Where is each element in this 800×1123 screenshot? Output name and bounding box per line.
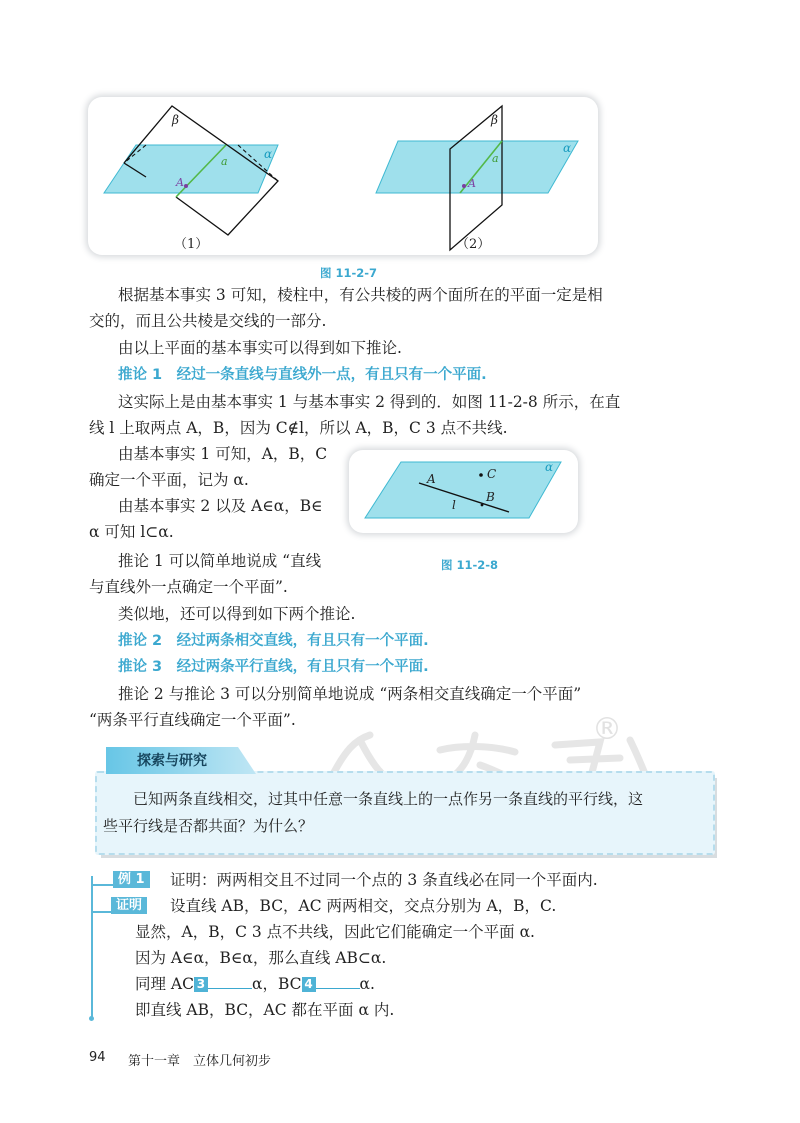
paragraph-3-line-1: 这实际上是由基本事实 1 与基本事实 2 得到的．如图 11-2-8 所示，在直 — [118, 393, 621, 411]
proof-top-rule — [91, 911, 111, 913]
paragraph-8-line-1: 推论 2 与推论 3 可以分别简单地说成 “两条相交直线确定一个平面” — [118, 685, 582, 703]
label-a-2: a — [492, 152, 499, 165]
paragraph-6-line-1: 推论 1 可以简单地说成 “直线 — [118, 552, 322, 570]
paragraph-5-line-1: 由基本事实 2 以及 A∈α，B∈ — [118, 497, 323, 515]
figure-11-2-7-diagram — [88, 97, 598, 255]
plane-alpha — [365, 462, 561, 518]
label-alpha: α — [545, 460, 554, 474]
paragraph-7: 类似地，还可以得到如下两个推论. — [118, 605, 356, 623]
paragraph-5-line-2: α 可知 l⊂α. — [89, 523, 174, 541]
blank-4-number: 4 — [302, 977, 316, 992]
proof-tag: 证明 — [111, 897, 147, 914]
point-C — [479, 473, 483, 477]
paragraph-6-line-2: 与直线外一点确定一个平面”. — [89, 578, 288, 596]
label-beta-1: β — [172, 113, 179, 127]
figure-11-2-7-panel — [88, 97, 598, 255]
page-number: 94 — [89, 1050, 106, 1065]
figure-11-2-7-caption: 图 11-2-7 — [320, 266, 378, 280]
plane-alpha-2 — [376, 141, 578, 193]
subfigure-label-1: （1） — [174, 237, 209, 252]
paragraph-1-line-2: 交的，而且公共棱是交线的一部分. — [89, 312, 327, 330]
label-A-1: A — [176, 176, 184, 189]
plane-alpha-1 — [104, 145, 278, 193]
explore-title: 探索与研究 — [137, 753, 207, 769]
proof-line-2: 显然，A，B，C 3 点不共线，因此它们能确定一个平面 α. — [135, 923, 535, 941]
point-A-2 — [462, 184, 466, 188]
explore-text-line-1: 已知两条直线相交，过其中任意一条直线上的一点作另一条直线的平行线，这 — [133, 790, 644, 808]
figure-11-2-8-panel — [349, 450, 578, 533]
example-1-tag: 例 1 — [113, 871, 150, 888]
proof-line-4-part-c: α. — [359, 975, 375, 993]
example-1-statement: 证明：两两相交且不过同一个点的 3 条直线必在同一个平面内. — [170, 871, 598, 889]
point-B — [481, 504, 484, 507]
corollary-2: 推论 2 经过两条相交直线，有且只有一个平面. — [118, 633, 429, 649]
proof-line-5: 即直线 AB，BC，AC 都在平面 α 内. — [135, 1001, 395, 1019]
point-A-1 — [184, 184, 188, 188]
label-A-2: A — [468, 177, 476, 190]
label-alpha-2: α — [563, 141, 572, 155]
proof-line-4 — [135, 974, 375, 994]
paragraph-4-line-2: 确定一个平面，记为 α. — [89, 471, 249, 489]
blank-3-number: 3 — [194, 977, 208, 992]
figure-11-2-8-caption: 图 11-2-8 — [441, 558, 499, 572]
label-beta-2: β — [491, 113, 498, 127]
label-A: A — [427, 472, 436, 486]
proof-line-4-part-b: α，BC — [251, 975, 302, 993]
example-top-rule — [91, 884, 113, 886]
proof-line-1: 设直线 AB，BC，AC 两两相交，交点分别为 A，B，C. — [170, 897, 557, 915]
example-end-dot — [89, 1016, 94, 1021]
example-sidebar-line — [91, 876, 93, 1018]
blank-3-fill[interactable] — [208, 988, 252, 989]
proof-line-3: 因为 A∈α，B∈α，那么直线 AB⊂α. — [135, 949, 387, 967]
paragraph-3-line-2: 线 l 上取两点 A，B，因为 C∉l，所以 A，B，C 3 点不共线. — [89, 419, 508, 437]
registered-mark: ® — [592, 712, 622, 747]
proof-line-4-part-a: 同理 AC — [135, 975, 194, 993]
paragraph-2: 由以上平面的基本事实可以得到如下推论. — [118, 339, 402, 357]
paragraph-8-line-2: “两条平行直线确定一个平面”. — [89, 711, 296, 729]
label-B: B — [486, 490, 495, 504]
subfigure-label-2: （2） — [456, 237, 491, 252]
paragraph-4-line-1: 由基本事实 1 可知，A，B，C — [118, 445, 328, 463]
label-alpha-1: α — [264, 147, 273, 161]
explore-text-line-2: 些平行线是否都共面？为什么？ — [103, 817, 314, 835]
paragraph-1-line-1: 根据基本事实 3 可知，棱柱中，有公共棱的两个面所在的平面一定是相 — [118, 286, 603, 304]
label-C: C — [487, 467, 497, 481]
figure-11-2-8-diagram — [349, 450, 578, 533]
explore-box — [95, 771, 715, 855]
label-l: l — [452, 498, 456, 512]
chapter-title: 第十一章 立体几何初步 — [128, 1054, 272, 1069]
blank-4-fill[interactable] — [316, 988, 360, 989]
label-a-1: a — [221, 155, 228, 168]
corollary-3: 推论 3 经过两条平行直线，有且只有一个平面. — [118, 659, 429, 675]
corollary-1: 推论 1 经过一条直线与直线外一点，有且只有一个平面. — [118, 367, 487, 383]
